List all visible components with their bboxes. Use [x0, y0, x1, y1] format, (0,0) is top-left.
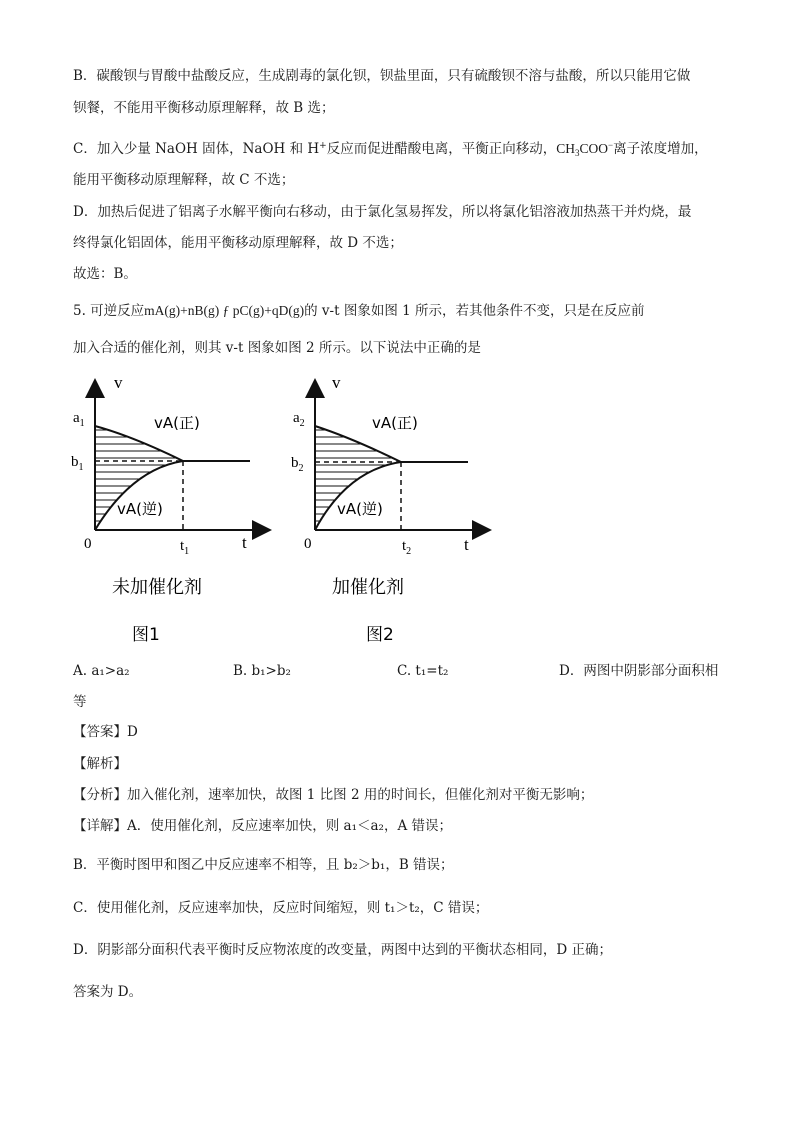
option-c-explanation-line-2: 能用平衡移动原理解释，故 C 不选； — [73, 172, 295, 188]
acetate-ch: CH — [556, 141, 575, 156]
fig1-a-label: $a_1$ — [73, 410, 85, 429]
analysis-detail-a: 【详解】A．使用催化剂，反应速率加快，则 a₁＜a₂，A 错误； — [73, 818, 453, 834]
option-c-explanation-line-1 — [73, 135, 708, 163]
option-d-explanation-line-1: D．加热后促进了铝离子水解平衡向右移动，由于氯化氢易挥发，所以将氯化铝溶液加热蒸干并灼烧，最 — [73, 204, 692, 220]
fig1-origin-label: 0 — [84, 536, 92, 552]
fig1-t-label: $t_1$ — [180, 538, 190, 557]
final-answer: 答案为 D。 — [73, 984, 143, 1000]
fig1-number-label: 图1 — [132, 625, 160, 645]
fig2-b-label: $b_2$ — [291, 455, 304, 474]
option-b-explanation-line-1: B．碳酸钡与胃酸中盐酸反应，生成剧毒的氯化钡，钡盐里面，只有硫酸钡不溶与盐酸，所以只能用它做 — [73, 68, 691, 84]
option-d-explanation-line-2: 终得氯化铝固体，能用平衡移动原理解释，故 D 不选； — [73, 235, 403, 251]
analysis-detail-b: B．平衡时图甲和图乙中反应速率不相等，且 b₂＞b₁，B 错误； — [73, 857, 454, 873]
fig1-caption: 未加催化剂 — [112, 577, 202, 598]
analysis-detail-d: D．阴影部分面积代表平衡时反应物浓度的改变量，两图中达到的平衡状态相同，D 正确； — [73, 942, 612, 958]
c-text-pre: C．加入少量 NaOH 固体，NaOH 和 H — [73, 141, 320, 157]
option-c: C. t₁=t₂ — [397, 663, 449, 679]
c-text-post: 离子浓度增加， — [613, 141, 708, 157]
fig1-y-axis-label: v — [114, 373, 123, 392]
h-plus-superscript: + — [319, 141, 327, 151]
question-number-prefix: 5. 可逆反应 — [73, 303, 145, 319]
figure-2-vt-graph — [282, 370, 512, 660]
fig1-reverse-label: vA(逆) — [117, 500, 163, 518]
fig2-number-label: 图2 — [366, 625, 394, 645]
analysis-heading: 【解析】 — [73, 756, 127, 772]
option-b-explanation-line-2: 钡餐，不能用平衡移动原理解释，故 B 选； — [73, 100, 335, 116]
fig1-b-label: $b_1$ — [71, 454, 84, 473]
fig2-a-label: $a_2$ — [293, 410, 305, 429]
fig1-x-axis-label: t — [242, 533, 247, 552]
fig1-forward-label: vA(正) — [154, 414, 200, 432]
fig2-forward-label: vA(正) — [372, 414, 418, 432]
question-5-line-2: 加入合适的催化剂，则其 v-t 图象如图 2 所示。以下说法中正确的是 — [73, 340, 481, 356]
answer-line: 【答案】D — [73, 724, 138, 740]
fig2-reverse-label: vA(逆) — [337, 500, 383, 518]
fig2-caption: 加催化剂 — [332, 577, 404, 598]
acetate-coo: COO — [579, 141, 608, 156]
fig2-origin-label: 0 — [304, 536, 312, 552]
option-d-continued: 等 — [73, 694, 87, 710]
figure-1-vt-graph — [62, 370, 292, 660]
option-b: B. b₁>b₂ — [233, 663, 291, 679]
reaction-equation: mA(g)+nB(g) ƒ pC(g)+qD(g) — [144, 303, 305, 318]
analysis-fenxi: 【分析】加入催化剂，速率加快，故图 1 比图 2 用的时间长，但催化剂对平衡无影响； — [73, 787, 594, 803]
analysis-detail-c: C．使用催化剂，反应速率加快，反应时间缩短，则 t₁＞t₂，C 错误； — [73, 900, 489, 916]
question-5-line-1 — [73, 301, 645, 321]
acetate-charge: − — [608, 140, 614, 150]
fig2-y-axis-label: v — [332, 373, 341, 392]
conclusion-line: 故选：B。 — [73, 266, 137, 282]
acetate-subscript: 3 — [574, 148, 580, 158]
fig2-t-label: $t_2$ — [402, 538, 412, 557]
fig2-x-axis-label: t — [464, 535, 469, 554]
c-text-mid: 反应而促进醋酸电离，平衡正向移动， — [326, 141, 557, 157]
option-d: D．两图中阴影部分面积相 — [559, 663, 719, 679]
acetate-ion-formula — [556, 141, 613, 156]
option-a: A. a₁>a₂ — [73, 663, 130, 679]
fig1-reverse-curve — [95, 461, 183, 530]
question-line-1-rest: 的 v-t 图象如图 1 所示，若其他条件不变，只是在反应前 — [304, 303, 645, 319]
